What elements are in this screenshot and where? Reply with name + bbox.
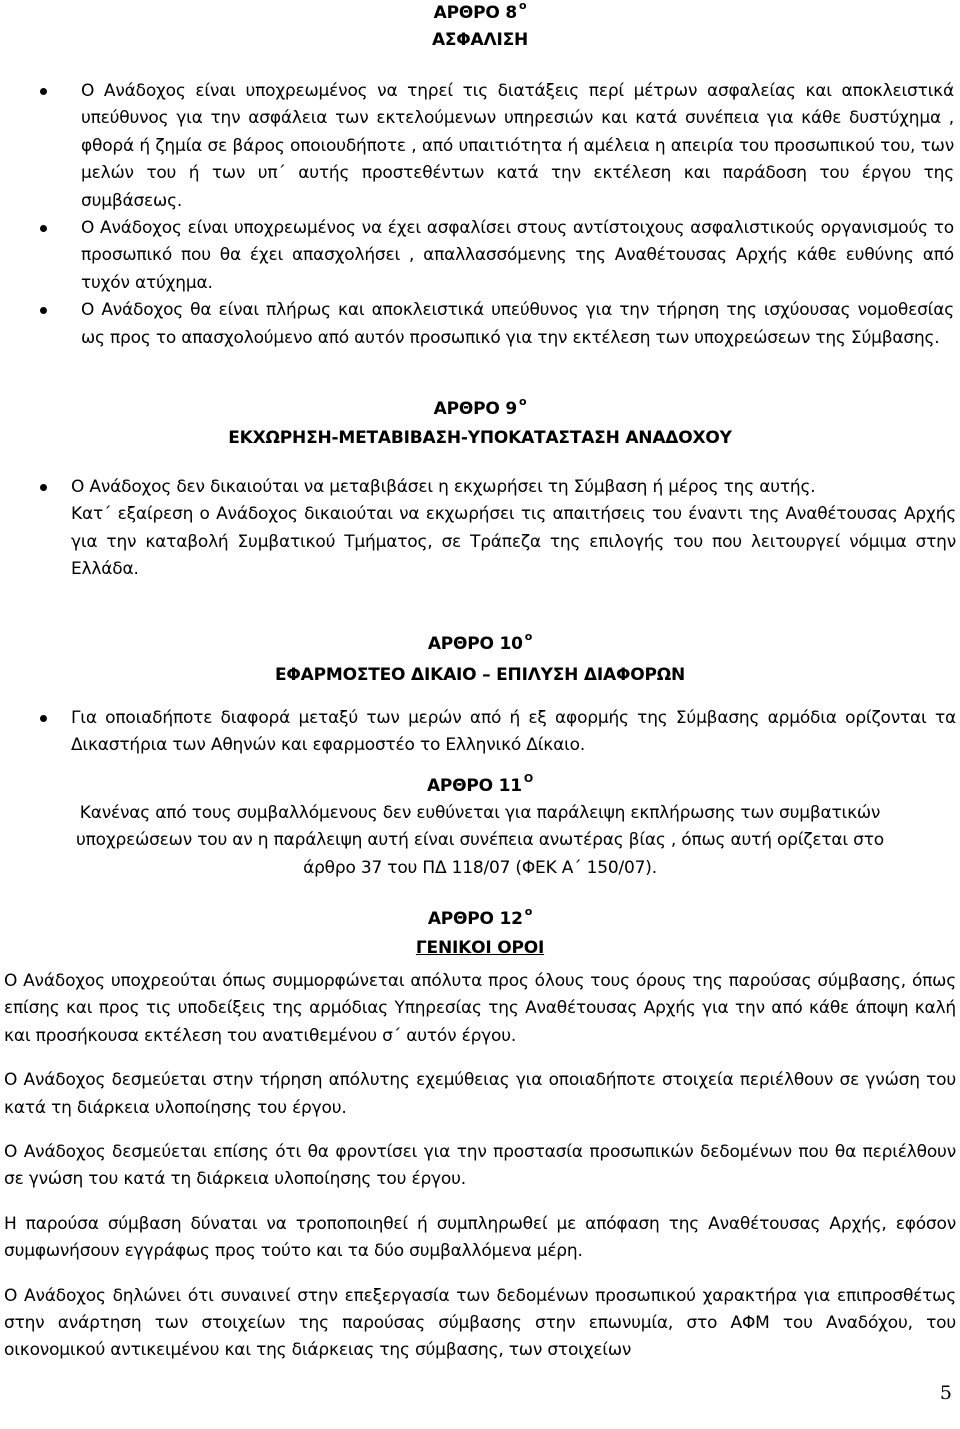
article-9-title: ΕΚΧΩΡΗΣΗ-ΜΕΤΑΒΙΒΑΣΗ-ΥΠΟΚΑΤΑΣΤΑΣΗ ΑΝΑΔΟΧΟΥ (228, 428, 732, 448)
article-10-title-text: ΕΦΑΡΜΟΣΤΕΟ ΔΙΚΑΙΟ – ΕΠΙΛΥΣΗ ΔΙΑΦΟΡΩΝ (274, 665, 686, 685)
list-item-text: Ο Ανάδοχος είναι υποχρεωμένος να έχει ασφαλίσει στους αντίστοιχους ασφαλιστικούς οργανισμούς το προσωπικό που θα έχει απασχολήσει , απαλλασσόμενης της Αναθέτουσας Αρχής κάθε ευθύνης από τυχόν ατύχημα. (81, 218, 954, 293)
article-12-number: ΑΡΘΡΟ 12 (427, 909, 523, 929)
article-12 (0, 906, 960, 1365)
article-12-paragraph-2: Ο Ανάδοχος δεσμεύεται στην τήρηση απόλυτης εχεμύθειας για οποιαδήποτε στοιχεία περιέλθουν σε γνώση του κατά τη διάρκεια υλοποίησης του έργου. (4, 1070, 956, 1118)
article-12-paragraph-1: Ο Ανάδοχος υποχρεούται όπως συμμορφώνεται απόλυτα προς όλους τους όρους της παρούσας σύμβασης, όπως επίσης και προς τις υποδείξεις της αρμόδιας Υπηρεσίας της Αναθέτουσας Αρχής για την από κάθε άποψη καλή και προσήκουσα εκτέλεση του ανατιθεμένου σ΄ αυτόν έργου. (4, 971, 956, 1046)
list-item (0, 215, 960, 297)
article-9-bullet-list (0, 474, 960, 501)
article-11-sup: Ο (523, 772, 534, 785)
bullet-dot-icon (40, 715, 47, 722)
list-item-text: Ο Ανάδοχος θα είναι πλήρως και αποκλειστικά υπεύθυνος για την τήρηση της ισχύουσας νομοθεσίας ως προς το απασχολούμενο από αυτόν προσωπικό για την εκτέλεση των υποχρεώσεων της Σύμβασης. (81, 300, 954, 348)
article-8 (0, 0, 960, 352)
article-12-paragraph-3: Ο Ανάδοχος δεσμεύεται επίσης ότι θα φροντίσει για την προστασία προσωπικών δεδομένων που θα περιέλθουν σε γνώση του κατά τη διάρκεια υλοποίησης του έργου. (4, 1142, 956, 1190)
article-8-heading (0, 0, 960, 27)
article-9-sup: ο (518, 395, 527, 408)
list-item (0, 297, 960, 352)
article-12-title (0, 935, 960, 962)
article-9-number: ΑΡΘΡΟ 9 (433, 399, 517, 419)
article-12-paragraph-5: Ο Ανάδοχος δηλώνει ότι συναινεί στην επεξεργασία των δεδομένων προσωπικού χαρακτήρα για επιπροσθέτως στην ανάρτηση των στοιχείων της παρούσας σύμβασης στην επωνυμία, στο ΑΦΜ του Αναδόχου, του οικονομικού αντικειμένου και της διάρκειας της σύμβασης, των στοιχείων (4, 1285, 956, 1361)
article-8-bullet-list (0, 78, 960, 352)
article-11-line-2: υποχρεώσεων του αν η παράλειψη αυτή είναι συνέπεια ανωτέρας βίας , όπως αυτή ορίζεται στο (76, 830, 884, 851)
article-11-line-3: άρθρο 37 του ΠΔ 118/07 (ΦΕΚ Α΄ 150/07). (303, 857, 657, 878)
article-9-heading (0, 396, 960, 423)
article-11-number: ΑΡΘΡΟ 11 (426, 776, 522, 796)
article-10 (0, 631, 960, 760)
article-11-line-1: Κανένας από τους συμβαλλόμενους δεν ευθύνεται για παράλειψη εκπλήρωσης των συμβατικών (79, 803, 881, 823)
article-10-title (0, 662, 960, 689)
bullet-dot-icon (40, 88, 47, 95)
article-8-number: ΑΡΘΡΟ 8 (433, 3, 517, 23)
list-item-text: Για οποιαδήποτε διαφορά μεταξύ των μερών από ή εξ αφορμής της Σύμβασης αρμόδια ορίζονται τα Δικαστήρια των Αθηνών και εφαρμοστέο το Ελληνικό Δίκαιο. (71, 708, 956, 756)
article-12-title-text: ΓΕΝΙΚΟΙ ΟΡΟΙ (415, 938, 545, 958)
article-12-paragraph-4: Η παρούσα σύμβαση δύναται να τροποποιηθεί ή συμπληρωθεί με απόφαση της Αναθέτουσας Αρχής, εφόσον συμφωνήσουν εγγράφως προς τούτο και τα δύο συμβαλλόμενα μέρη. (4, 1213, 956, 1262)
article-10-bullet-list (0, 705, 960, 760)
article-9 (0, 396, 960, 584)
bullet-dot-icon (40, 225, 47, 232)
article-11 (0, 773, 960, 882)
article-8-title: ΑΣΦΑΛΙΣΗ (431, 30, 529, 50)
article-12-sup: ο (524, 905, 533, 918)
list-item-text: Ο Ανάδοχος είναι υποχρεωμένος να τηρεί τις διατάξεις περί μέτρων ασφαλείας και αποκλειστικά υπεύθυνος για την ασφάλεια των εκτελούμενων υπηρεσιών και κατά συνέπεια για κάθε δυστύχημα , φθορά ή ζημία σε βάρος οποιουδήποτε , από υπαιτιότητα ή αμέλεια η απειρία του προσωπικού του, των μελών του ή των υπ΄ αυτής προστεθέντων κατά την εκτέλεση και παράδοση του έργου της συμβάσεως. (81, 81, 954, 211)
list-item (0, 78, 960, 215)
article-9-continuation: Κατ΄ εξαίρεση ο Ανάδοχος δικαιούται να εκχωρήσει τις απαιτήσεις του έναντι της Αναθέτουσας Αρχής για την καταβολή Συμβατικού Τμήματος, σε Τράπεζα της επιλογής του που λειτουργεί νόμιμα στην Ελλάδα. (71, 504, 956, 580)
list-item (0, 705, 960, 760)
article-11-heading (0, 773, 960, 800)
list-item (0, 474, 960, 501)
bullet-dot-icon (40, 307, 47, 314)
list-item-text: Ο Ανάδοχος δεν δικαιούται να μεταβιβάσει η εκχωρήσει τη Σύμβαση ή μέρος της αυτής. (71, 477, 816, 497)
article-8-sup: ο (518, 0, 527, 12)
page-number: 5 (939, 1382, 952, 1404)
article-10-sup: ο (524, 630, 533, 643)
article-10-heading (0, 631, 960, 658)
article-10-number: ΑΡΘΡΟ 10 (427, 634, 523, 654)
article-12-heading (0, 906, 960, 933)
bullet-dot-icon (40, 484, 47, 491)
